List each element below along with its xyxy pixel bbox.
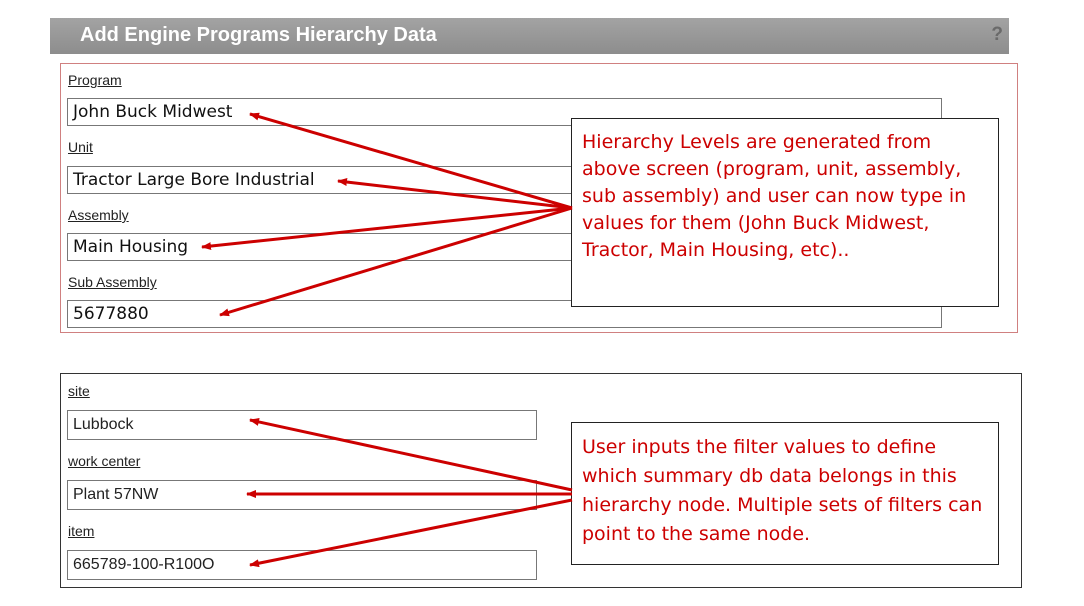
- unit-input[interactable]: Tractor Large Bore Industrial: [67, 166, 942, 194]
- site-label[interactable]: site: [68, 383, 90, 399]
- help-icon[interactable]: ?: [991, 24, 1003, 45]
- work-center-input[interactable]: Plant 57NW: [67, 480, 537, 510]
- dialog-title: Add Engine Programs Hierarchy Data: [80, 24, 437, 46]
- sub-assembly-input[interactable]: 5677880: [67, 300, 942, 328]
- hierarchy-callout: Hierarchy Levels are generated from above screen (program, unit, assembly, sub assembly) and user can now type in values for them (John Buck Midwest, Tractor, Main Housing, etc)..: [571, 118, 999, 307]
- assembly-label[interactable]: Assembly: [68, 207, 129, 223]
- program-label[interactable]: Program: [68, 72, 122, 88]
- site-input[interactable]: Lubbock: [67, 410, 537, 440]
- unit-label[interactable]: Unit: [68, 139, 93, 155]
- program-input[interactable]: John Buck Midwest: [67, 98, 942, 126]
- item-input[interactable]: 665789-100-R100O: [67, 550, 537, 580]
- assembly-input[interactable]: Main Housing: [67, 233, 942, 261]
- item-label[interactable]: item: [68, 523, 95, 539]
- work-center-label[interactable]: work center: [68, 453, 141, 469]
- sub-assembly-label[interactable]: Sub Assembly: [68, 274, 157, 290]
- filter-callout: User inputs the filter values to define which summary db data belongs in this hierarchy node. Multiple sets of filters can point to the same node.: [571, 422, 999, 565]
- dialog-header: [50, 18, 1009, 54]
